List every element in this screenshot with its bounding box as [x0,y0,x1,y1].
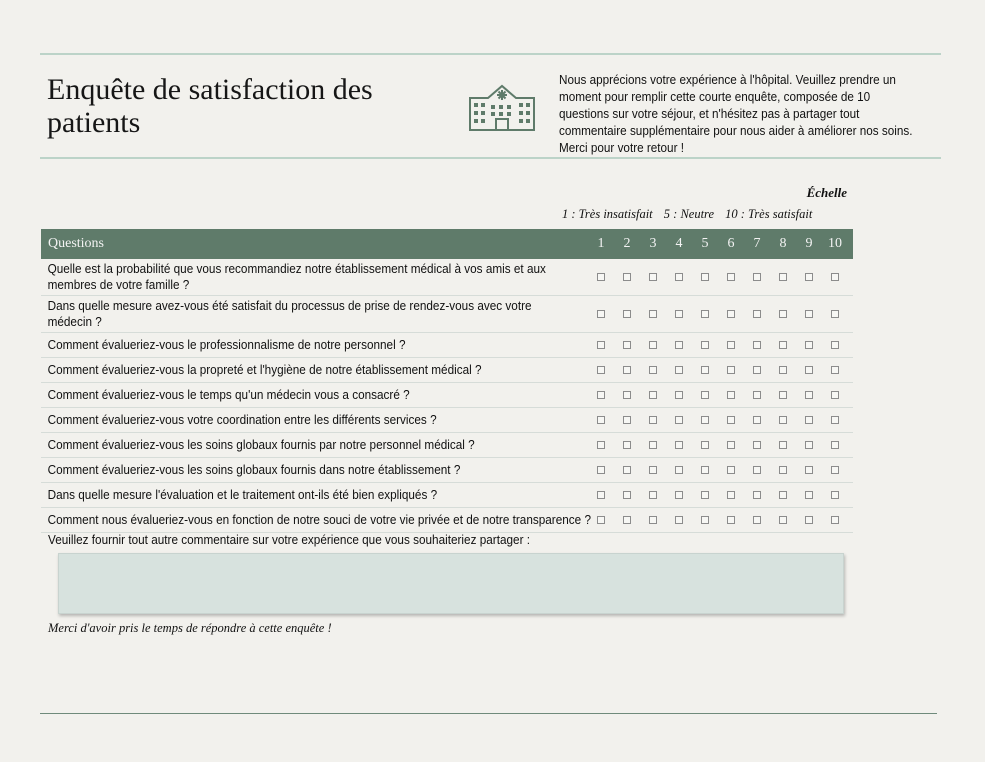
rating-cell-7 [744,366,770,374]
rating-cell-6 [718,491,744,499]
rating-checkbox[interactable] [649,466,657,474]
rating-cell-3 [640,466,666,474]
thank-you-note: Merci d'avoir pris le temps de répondre à cette enquête ! [48,621,332,635]
rating-checkbox[interactable] [623,341,631,349]
rating-cell-6 [718,441,744,449]
rating-header-4: 4 [675,236,683,251]
rating-cell-4 [666,491,692,499]
question-text: Quelle est la probabilité que vous recommandiez notre établissement médical à vos amis et aux membres de votre famille ? [47,262,546,292]
question-row [41,358,853,383]
question-text: Comment évalueriez-vous le professionnalisme de notre personnel ? [47,338,406,352]
rating-cell-6 [718,273,744,281]
rating-cell-4 [666,466,692,474]
rating-cell-1 [588,310,614,318]
rating-cell-1 [588,341,614,349]
rating-cell-4 [666,441,692,449]
rating-cell-7 [744,416,770,424]
rating-cell-8 [770,441,796,449]
rating-checkbox[interactable] [805,273,813,281]
rating-checkbox[interactable] [649,491,657,499]
rating-header-2: 2 [623,236,631,251]
question-row [41,458,853,483]
rating-cell-2 [614,466,640,474]
rating-cell-10 [822,416,848,424]
question-row [41,296,853,333]
hospital-icon [466,74,538,134]
rating-checkbox[interactable] [597,391,605,399]
rating-checkbox[interactable] [597,491,605,499]
rating-checkbox[interactable] [753,491,761,499]
rating-checkbox[interactable] [727,466,735,474]
rating-checkbox[interactable] [675,391,683,399]
rating-checkbox[interactable] [649,441,657,449]
rating-checkbox[interactable] [701,441,709,449]
rating-checkbox[interactable] [753,466,761,474]
rating-cell-3 [640,341,666,349]
rating-checkbox[interactable] [675,310,683,318]
rating-checkbox[interactable] [831,516,839,524]
rating-cell-1 [588,273,614,281]
rating-checkbox[interactable] [649,341,657,349]
rating-checkbox[interactable] [727,366,735,374]
rating-checkbox[interactable] [623,273,631,281]
rating-cell-2 [614,416,640,424]
rating-cell-4 [666,391,692,399]
rating-checkbox[interactable] [831,366,839,374]
scale-title: Échelle [806,185,847,200]
rating-checkbox[interactable] [831,466,839,474]
rating-checkbox[interactable] [805,416,813,424]
rating-checkbox[interactable] [675,466,683,474]
rating-checkbox[interactable] [597,466,605,474]
rating-checkbox[interactable] [649,391,657,399]
question-row [41,483,853,508]
rating-cell-1 [588,391,614,399]
rating-checkbox[interactable] [675,273,683,281]
rating-checkbox[interactable] [753,366,761,374]
rating-cell-3 [640,391,666,399]
rating-checkbox[interactable] [753,516,761,524]
rating-cell-5 [692,416,718,424]
rating-checkbox[interactable] [831,273,839,281]
rating-cell-7 [744,516,770,524]
rating-header-6: 6 [727,236,735,251]
rating-cell-10 [822,466,848,474]
rating-cell-2 [614,491,640,499]
rating-checkbox[interactable] [701,366,709,374]
rating-cell-3 [640,491,666,499]
header-divider [40,157,941,159]
question-text: Comment évalueriez-vous la propreté et l'hygiène de notre établissement médical ? [47,363,482,377]
question-text: Comment évalueriez-vous les soins globaux fournis dans notre établissement ? [47,463,461,477]
rating-checkbox[interactable] [727,516,735,524]
rating-checkbox[interactable] [623,310,631,318]
rating-checkbox[interactable] [831,391,839,399]
rating-checkbox[interactable] [701,466,709,474]
rating-checkbox[interactable] [701,273,709,281]
rating-cell-5 [692,310,718,318]
rating-cell-8 [770,491,796,499]
rating-checkbox[interactable] [727,491,735,499]
rating-cell-3 [640,273,666,281]
rating-checkbox[interactable] [649,310,657,318]
rating-checkbox[interactable] [623,441,631,449]
rating-cell-7 [744,310,770,318]
rating-checkbox[interactable] [675,366,683,374]
question-row [41,408,853,433]
question-row [41,333,853,358]
rating-checkbox[interactable] [597,366,605,374]
rating-checkbox[interactable] [675,416,683,424]
rating-cell-10 [822,516,848,524]
rating-cell-1 [588,416,614,424]
rating-checkbox[interactable] [727,416,735,424]
rating-cell-9 [796,310,822,318]
rating-header-10: 10 [828,236,842,251]
rating-cell-8 [770,516,796,524]
rating-cell-8 [770,273,796,281]
rating-checkbox[interactable] [649,516,657,524]
rating-checkbox[interactable] [623,491,631,499]
rating-cell-9 [796,391,822,399]
rating-checkbox[interactable] [623,366,631,374]
rating-checkbox[interactable] [831,310,839,318]
rating-checkbox[interactable] [649,366,657,374]
rating-checkbox[interactable] [623,391,631,399]
question-text: Comment nous évalueriez-vous en fonction de notre souci de votre vie privée et de notre transparence ? [47,513,592,527]
question-row [41,508,853,533]
rating-checkbox[interactable] [649,273,657,281]
rating-cell-8 [770,416,796,424]
rating-checkbox[interactable] [701,516,709,524]
rating-checkbox[interactable] [701,391,709,399]
rating-checkbox[interactable] [597,310,605,318]
rating-cell-4 [666,366,692,374]
rating-checkbox[interactable] [831,341,839,349]
rating-cell-8 [770,391,796,399]
rating-checkbox[interactable] [597,341,605,349]
rating-cell-9 [796,466,822,474]
rating-cell-2 [614,391,640,399]
rating-cell-5 [692,341,718,349]
rating-cell-4 [666,516,692,524]
rating-cell-2 [614,273,640,281]
question-rows [41,259,853,533]
rating-cell-9 [796,516,822,524]
rating-cell-2 [614,516,640,524]
comment-label: Veuillez fournir tout autre commentaire sur votre expérience que vous souhaiteriez partager : [48,533,531,547]
rating-cell-5 [692,391,718,399]
rating-checkbox[interactable] [753,273,761,281]
rating-cell-5 [692,273,718,281]
rating-cell-2 [614,310,640,318]
rating-checkbox[interactable] [727,273,735,281]
rating-checkbox[interactable] [675,491,683,499]
rating-cell-8 [770,310,796,318]
question-text: Comment évalueriez-vous le temps qu'un médecin vous a consacré ? [47,388,410,402]
rating-header-5: 5 [701,236,709,251]
rating-cell-9 [796,441,822,449]
rating-cell-4 [666,416,692,424]
rating-cell-6 [718,366,744,374]
rating-cell-10 [822,366,848,374]
rating-cell-1 [588,366,614,374]
rating-cell-9 [796,341,822,349]
question-text: Dans quelle mesure avez-vous été satisfait du processus de prise de rendez-vous avec votre médecin ? [47,299,532,329]
rating-checkbox[interactable] [805,441,813,449]
intro-text: Nous apprécions votre expérience à l'hôpital. Veuillez prendre un moment pour remplir cette courte enquête, composée de 10 questions sur votre séjour, et n'hésitez pas à partager tout commentaire supplémentaire pour nous aider à améliorer nos soins. Merci pour votre retour ! [559,73,913,155]
rating-cell-3 [640,516,666,524]
rating-header-7: 7 [753,236,761,251]
rating-checkbox[interactable] [701,491,709,499]
rating-cell-7 [744,341,770,349]
comment-input[interactable] [58,553,844,614]
rating-cell-10 [822,273,848,281]
rating-checkbox[interactable] [779,273,787,281]
rating-header [588,236,848,252]
rating-cell-8 [770,466,796,474]
rating-header-8: 8 [779,236,787,251]
rating-cell-5 [692,516,718,524]
bottom-divider [40,713,937,714]
rating-checkbox[interactable] [779,341,787,349]
rating-checkbox[interactable] [649,416,657,424]
rating-cell-9 [796,273,822,281]
rating-cell-3 [640,310,666,318]
rating-checkbox[interactable] [597,441,605,449]
rating-checkbox[interactable] [805,366,813,374]
rating-checkbox[interactable] [727,310,735,318]
question-text: Dans quelle mesure l'évaluation et le traitement ont-ils été bien expliqués ? [47,488,438,502]
rating-checkbox[interactable] [805,391,813,399]
rating-cell-3 [640,366,666,374]
rating-checkbox[interactable] [805,310,813,318]
rating-checkbox[interactable] [831,416,839,424]
rating-cell-4 [666,310,692,318]
rating-checkbox[interactable] [753,341,761,349]
rating-checkbox[interactable] [623,466,631,474]
rating-checkbox[interactable] [701,310,709,318]
rating-checkbox[interactable] [597,273,605,281]
scale-legend-neutral: 5 : Neutre [663,207,715,221]
rating-checkbox[interactable] [701,416,709,424]
rating-cell-3 [640,416,666,424]
rating-checkbox[interactable] [727,341,735,349]
rating-checkbox[interactable] [805,466,813,474]
rating-header-3: 3 [649,236,657,251]
rating-checkbox[interactable] [779,466,787,474]
rating-cell-1 [588,516,614,524]
rating-checkbox[interactable] [779,441,787,449]
rating-cell-10 [822,341,848,349]
rating-checkbox[interactable] [597,416,605,424]
rating-cell-5 [692,466,718,474]
rating-checkbox[interactable] [779,391,787,399]
rating-checkbox[interactable] [805,341,813,349]
rating-checkbox[interactable] [675,516,683,524]
question-text: Comment évalueriez-vous votre coordination entre les différents services ? [47,413,437,427]
rating-cell-1 [588,441,614,449]
rating-header-9: 9 [805,236,813,251]
rating-checkbox[interactable] [675,441,683,449]
rating-checkbox[interactable] [805,491,813,499]
scale-legend-high: 10 : Très satisfait [725,207,813,221]
rating-checkbox[interactable] [831,491,839,499]
rating-cell-6 [718,310,744,318]
rating-checkbox[interactable] [805,516,813,524]
rating-checkbox[interactable] [779,366,787,374]
rating-cell-2 [614,366,640,374]
rating-cell-9 [796,366,822,374]
rating-cell-10 [822,491,848,499]
rating-cell-2 [614,441,640,449]
survey-table [41,229,853,533]
rating-checkbox[interactable] [753,416,761,424]
rating-cell-8 [770,366,796,374]
rating-cell-1 [588,491,614,499]
rating-checkbox[interactable] [623,416,631,424]
rating-checkbox[interactable] [701,341,709,349]
rating-cell-9 [796,491,822,499]
rating-cell-2 [614,341,640,349]
page-title: Enquête de satisfaction des patients [47,73,373,139]
rating-checkbox[interactable] [727,441,735,449]
table-header [41,229,853,259]
rating-checkbox[interactable] [597,516,605,524]
rating-cell-6 [718,341,744,349]
rating-cell-7 [744,491,770,499]
rating-cell-10 [822,391,848,399]
rating-cell-7 [744,273,770,281]
rating-header-1: 1 [597,236,605,251]
question-row [41,259,853,296]
rating-checkbox[interactable] [753,310,761,318]
rating-cell-5 [692,491,718,499]
question-row [41,433,853,458]
rating-cell-6 [718,466,744,474]
rating-cell-5 [692,441,718,449]
rating-checkbox[interactable] [779,516,787,524]
rating-checkbox[interactable] [675,341,683,349]
rating-checkbox[interactable] [831,441,839,449]
rating-cell-7 [744,441,770,449]
question-row [41,383,853,408]
rating-checkbox[interactable] [753,391,761,399]
rating-cell-4 [666,273,692,281]
rating-checkbox[interactable] [779,310,787,318]
question-text: Comment évalueriez-vous les soins globaux fournis par notre personnel médical ? [47,438,475,452]
scale-legend-low: 1 : Très insatisfait [562,207,653,221]
rating-checkbox[interactable] [727,391,735,399]
rating-cell-9 [796,416,822,424]
scale-legend [562,207,852,222]
rating-cell-5 [692,366,718,374]
rating-cell-4 [666,341,692,349]
rating-checkbox[interactable] [779,416,787,424]
rating-cell-7 [744,466,770,474]
rating-checkbox[interactable] [753,441,761,449]
questions-header: Questions [48,236,104,251]
rating-cell-7 [744,391,770,399]
rating-cell-1 [588,466,614,474]
rating-checkbox[interactable] [779,491,787,499]
rating-checkbox[interactable] [623,516,631,524]
rating-cell-10 [822,310,848,318]
rating-cell-6 [718,416,744,424]
top-divider [40,53,941,55]
rating-cell-10 [822,441,848,449]
rating-cell-6 [718,516,744,524]
rating-cell-8 [770,341,796,349]
rating-cell-6 [718,391,744,399]
rating-cell-3 [640,441,666,449]
